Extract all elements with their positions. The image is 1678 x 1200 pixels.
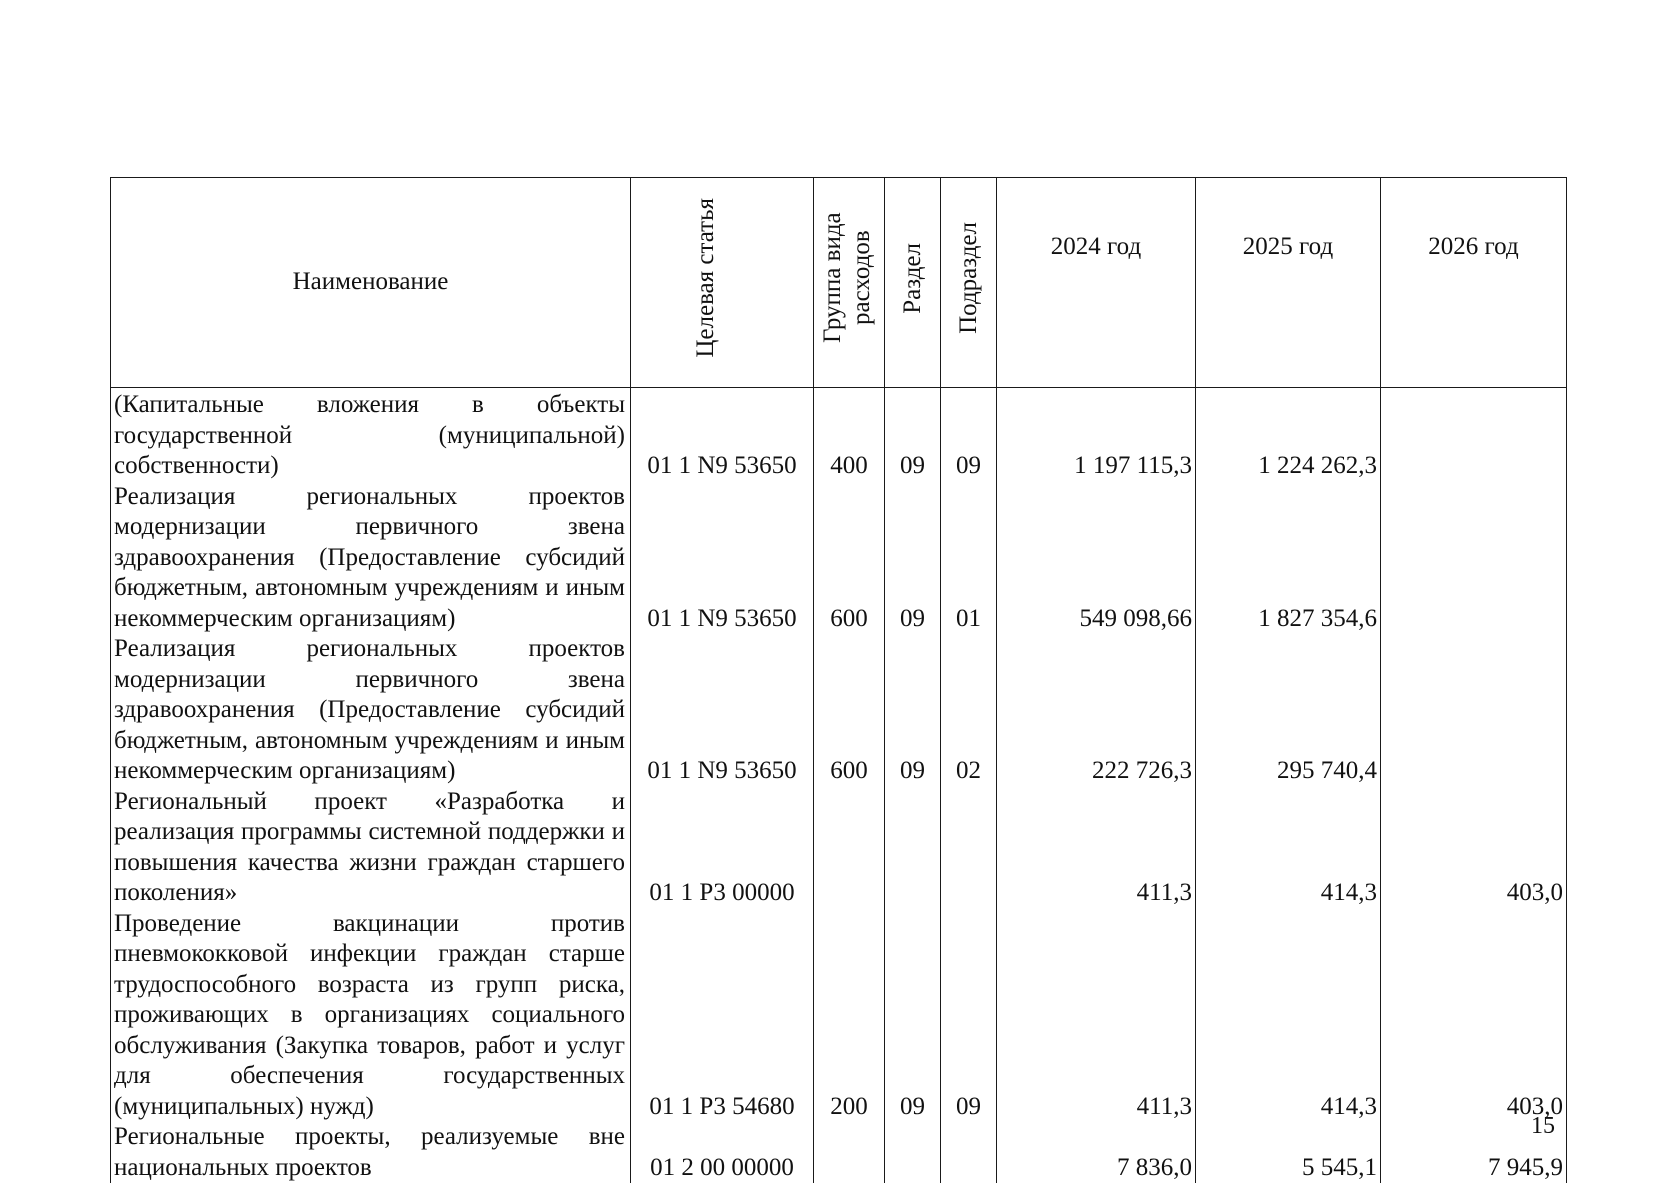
row-amount-2025: 414,3 xyxy=(1196,787,1381,909)
row-section: 09 xyxy=(885,388,941,482)
row-expense-group: 600 xyxy=(814,634,885,787)
header-year-2025: 2025 год xyxy=(1196,178,1381,388)
row-amount-2026: 403,0 xyxy=(1381,909,1567,1123)
row-expense-group: 400 xyxy=(814,388,885,482)
table-row xyxy=(111,909,1567,1123)
row-name: Региональные проекты, реализуемые вне национальных проектов xyxy=(111,1122,631,1183)
header-subsection: Подраздел xyxy=(941,178,997,388)
table-row xyxy=(111,1122,1567,1183)
row-target-article: 01 1 P3 54680 xyxy=(631,909,814,1123)
row-expense-group: 200 xyxy=(814,909,885,1123)
row-subsection: 09 xyxy=(941,388,997,482)
table-row xyxy=(111,388,1567,482)
row-amount-2024: 7 836,0 xyxy=(997,1122,1196,1183)
row-target-article: 01 1 N9 53650 xyxy=(631,634,814,787)
row-amount-2024: 1 197 115,3 xyxy=(997,388,1196,482)
page-number: 15 xyxy=(1531,1113,1555,1139)
row-section: 09 xyxy=(885,909,941,1123)
row-subsection xyxy=(941,1122,997,1183)
header-section: Раздел xyxy=(885,178,941,388)
row-expense-group xyxy=(814,787,885,909)
table-body xyxy=(111,388,1567,1184)
row-amount-2026: 403,0 xyxy=(1381,787,1567,909)
budget-table xyxy=(110,177,1567,1183)
table-row xyxy=(111,482,1567,635)
row-target-article: 01 1 P3 00000 xyxy=(631,787,814,909)
row-amount-2026 xyxy=(1381,388,1567,482)
header-year-2026: 2026 год xyxy=(1381,178,1567,388)
table-header xyxy=(111,178,1567,388)
row-subsection xyxy=(941,787,997,909)
row-name: Реализация региональных проектов модернизации первичного звена здравоохранения (Предоставление субсидий бюджетным, автономным учреждениям и иным некоммерческим организациям) xyxy=(111,634,631,787)
row-subsection: 09 xyxy=(941,909,997,1123)
header-row xyxy=(111,178,1567,388)
row-name: Региональный проект «Разработка и реализация программы системной поддержки и повышения качества жизни граждан старшего поколения» xyxy=(111,787,631,909)
row-amount-2025: 295 740,4 xyxy=(1196,634,1381,787)
row-amount-2025: 1 827 354,6 xyxy=(1196,482,1381,635)
row-name: Реализация региональных проектов модернизации первичного звена здравоохранения (Предоставление субсидий бюджетным, автономным учреждениям и иным некоммерческим организациям) xyxy=(111,482,631,635)
row-amount-2025: 5 545,1 xyxy=(1196,1122,1381,1183)
row-amount-2024: 222 726,3 xyxy=(997,634,1196,787)
row-amount-2026 xyxy=(1381,482,1567,635)
row-target-article: 01 1 N9 53650 xyxy=(631,482,814,635)
row-target-article: 01 1 N9 53650 xyxy=(631,388,814,482)
row-amount-2024: 411,3 xyxy=(997,787,1196,909)
row-subsection: 01 xyxy=(941,482,997,635)
row-name: Проведение вакцинации против пневмококковой инфекции граждан старше трудоспособного возраста из групп риска, проживающих в организациях социального обслуживания (Закупка товаров, работ и услуг для обеспечения государственных (муниципальных) нужд) xyxy=(111,909,631,1123)
row-section: 09 xyxy=(885,634,941,787)
header-target-article: Целевая статья xyxy=(631,178,814,388)
header-name: Наименование xyxy=(111,178,631,388)
table-row xyxy=(111,787,1567,909)
row-amount-2026: 7 945,9 xyxy=(1381,1122,1567,1183)
row-amount-2025: 1 224 262,3 xyxy=(1196,388,1381,482)
row-section: 09 xyxy=(885,482,941,635)
table-row xyxy=(111,634,1567,787)
row-subsection: 02 xyxy=(941,634,997,787)
row-amount-2024: 411,3 xyxy=(997,909,1196,1123)
row-amount-2026 xyxy=(1381,634,1567,787)
row-amount-2024: 549 098,66 xyxy=(997,482,1196,635)
row-section xyxy=(885,1122,941,1183)
row-amount-2025: 414,3 xyxy=(1196,909,1381,1123)
header-expense-group: Группа вида расходов xyxy=(814,178,885,388)
row-expense-group xyxy=(814,1122,885,1183)
row-name: (Капитальные вложения в объекты государственной (муниципальной) собственности) xyxy=(111,388,631,482)
row-target-article: 01 2 00 00000 xyxy=(631,1122,814,1183)
header-year-2024: 2024 год xyxy=(997,178,1196,388)
row-section xyxy=(885,787,941,909)
row-expense-group: 600 xyxy=(814,482,885,635)
